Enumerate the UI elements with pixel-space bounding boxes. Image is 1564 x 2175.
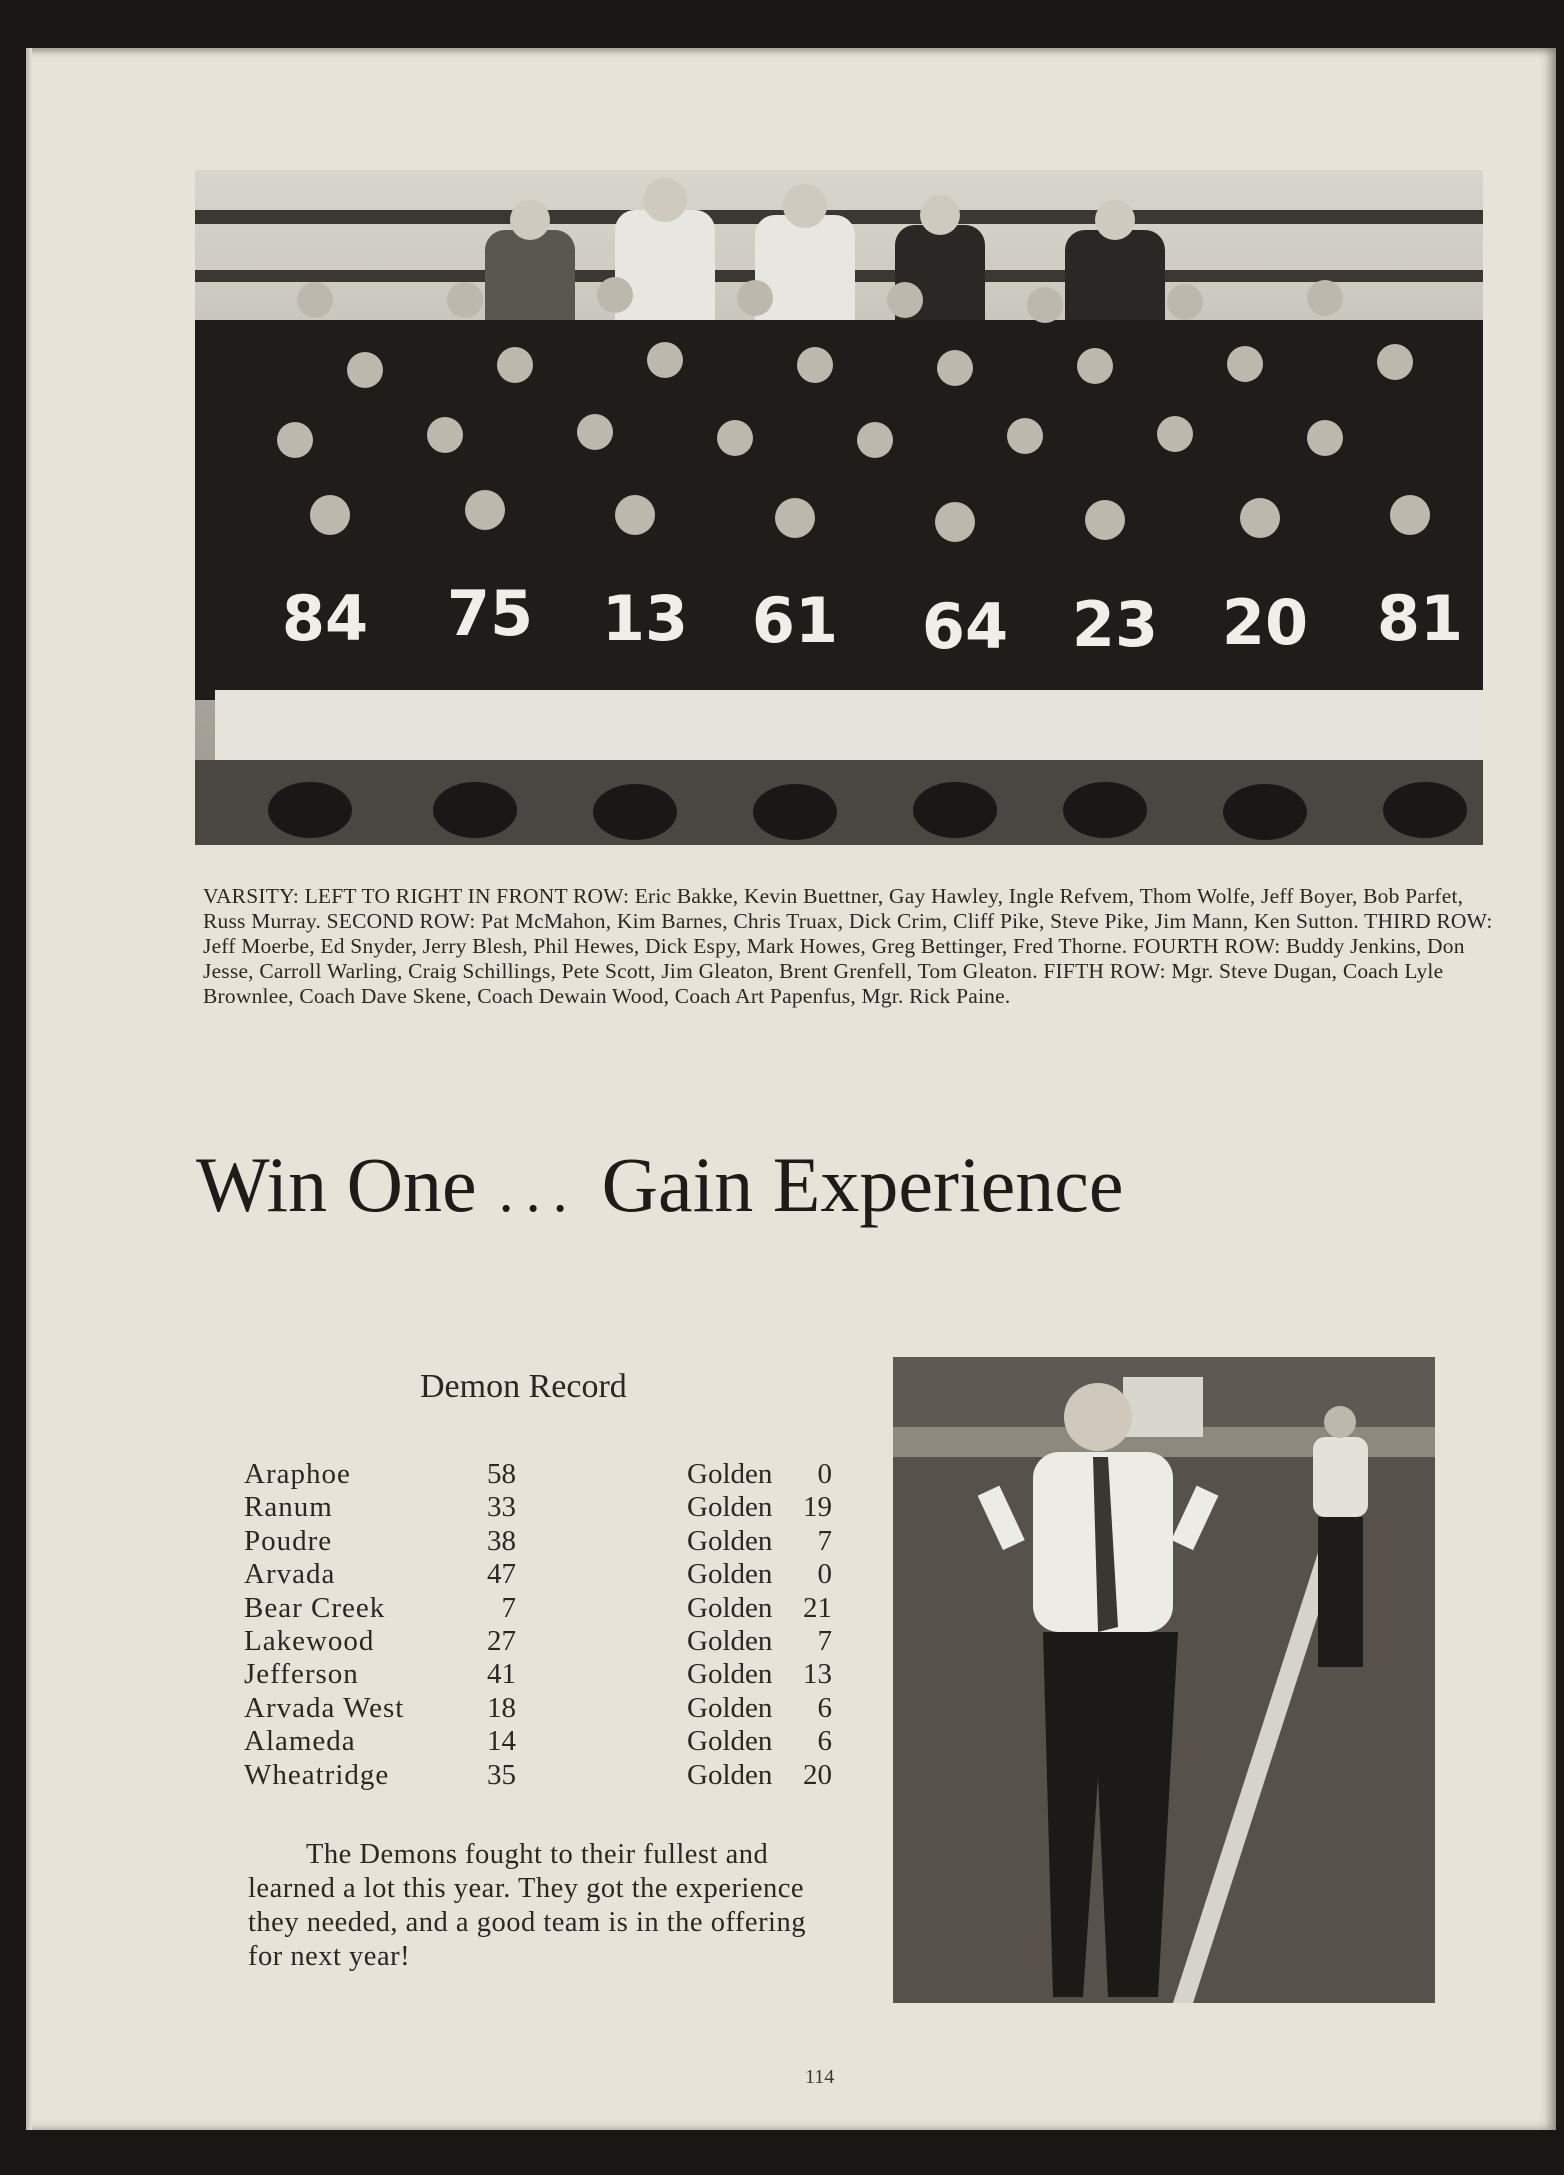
- opponent-name: Wheatridge: [244, 1758, 390, 1791]
- team-name: Golden: [687, 1491, 773, 1524]
- team-name: Golden: [687, 1558, 773, 1591]
- team-score: 20: [803, 1758, 832, 1791]
- team-name: Golden: [687, 1524, 773, 1557]
- opponent-score: 35: [487, 1758, 516, 1791]
- team-score: 6: [817, 1691, 832, 1724]
- opponent-name: Ranum: [244, 1491, 333, 1524]
- headline-left: Win One: [196, 1141, 477, 1228]
- opponent-score: 27: [487, 1624, 516, 1657]
- opponent-name: Lakewood: [244, 1624, 375, 1657]
- record-row: [244, 1558, 854, 1591]
- opponent-name: Arvada: [244, 1558, 336, 1591]
- headline-right: Gain Experience: [601, 1141, 1124, 1228]
- team-score: 7: [817, 1524, 832, 1557]
- jersey-number: 23: [1071, 588, 1159, 661]
- record-row: [244, 1658, 854, 1691]
- team-score: 21: [803, 1591, 832, 1624]
- team-name: Golden: [687, 1691, 773, 1724]
- opponent-score: 47: [487, 1558, 516, 1591]
- record-title: Demon Record: [420, 1368, 627, 1405]
- coach-photo: [893, 1357, 1435, 2003]
- team-name: Golden: [687, 1658, 773, 1691]
- team-photo-graphic: [195, 170, 1483, 845]
- record-row: [244, 1458, 854, 1491]
- page-headline: [196, 1140, 1124, 1230]
- team-name: Golden: [687, 1624, 773, 1657]
- team-score: 6: [817, 1725, 832, 1758]
- record-row: [244, 1525, 854, 1558]
- opponent-score: 58: [487, 1458, 516, 1490]
- jersey-number: 61: [751, 584, 839, 657]
- opponent-score: 18: [487, 1691, 516, 1724]
- jersey-number: 84: [281, 582, 369, 655]
- record-row: [244, 1625, 854, 1658]
- team-score: 13: [803, 1658, 832, 1691]
- opponent-name: Bear Creek: [244, 1591, 386, 1624]
- headline-ellipsis: ...: [498, 1158, 580, 1224]
- team-score: 0: [817, 1458, 832, 1490]
- photo-caption: VARSITY: LEFT TO RIGHT IN FRONT ROW: Eric Bakke, Kevin Buettner, Gay Hawley, Ingle Refvem, Thom Wolfe, Jeff Boyer, Bob Parfet, Russ Murray. SECOND ROW: Pat McMahon, Kim Barnes, Chris Truax, Dick Crim, Cliff Pike, Steve Pike, Jim Mann, Ken Sutton. THIRD ROW: Jeff Moerbe, Ed Snyder, Jerry Blesh, Phil Hewes, Dick Espy, Mark Howes, Greg Bettinger, Fred Thorne. FOURTH ROW: Buddy Jenkins, Don Jesse, Carroll Warling, Craig Schillings, Pete Scott, Jim Gleaton, Brent Grenfell, Tom Gleaton. FIFTH ROW: Mgr. Steve Dugan, Coach Lyle Brownlee, Coach Dave Skene, Coach Dewain Wood, Coach Art Papenfus, Mgr. Rick Paine.: [203, 884, 1493, 1008]
- team-name: Golden: [687, 1725, 773, 1758]
- jersey-number: 20: [1221, 586, 1309, 659]
- team-score: 0: [817, 1558, 832, 1591]
- opponent-name: Poudre: [244, 1524, 333, 1557]
- opponent-score: 41: [487, 1658, 516, 1691]
- record-row: [244, 1592, 854, 1625]
- opponent-score: 14: [487, 1725, 516, 1758]
- opponent-score: 38: [487, 1524, 516, 1557]
- team-score: 19: [803, 1491, 832, 1524]
- record-row: [244, 1491, 854, 1524]
- jersey-number: 75: [446, 577, 534, 650]
- opponent-name: Alameda: [244, 1725, 356, 1758]
- jersey-number: 64: [921, 590, 1009, 663]
- jersey-number: 81: [1376, 582, 1464, 655]
- page-binding-edge: [26, 48, 32, 2130]
- opponent-name: Arvada West: [244, 1691, 405, 1724]
- opponent-name: Jefferson: [244, 1658, 359, 1691]
- record-row: [244, 1692, 854, 1725]
- record-row: [244, 1759, 854, 1792]
- record-table: [244, 1458, 854, 1792]
- opponent-score: 7: [501, 1591, 516, 1624]
- jersey-number: 13: [601, 582, 689, 655]
- record-row: [244, 1725, 854, 1758]
- page-number: 114: [805, 2066, 835, 2088]
- team-name: Golden: [687, 1458, 773, 1490]
- opponent-name: Araphoe: [244, 1458, 351, 1490]
- team-photo: [195, 170, 1483, 845]
- team-name: Golden: [687, 1591, 773, 1624]
- team-name: Golden: [687, 1758, 773, 1791]
- season-summary: The Demons fought to their fullest and learned a lot this year. They got the experience they needed, and a good team is in the offering for next year!: [248, 1839, 806, 1972]
- coach-photo-graphic: [893, 1357, 1435, 2003]
- opponent-score: 33: [487, 1491, 516, 1524]
- team-score: 7: [817, 1624, 832, 1657]
